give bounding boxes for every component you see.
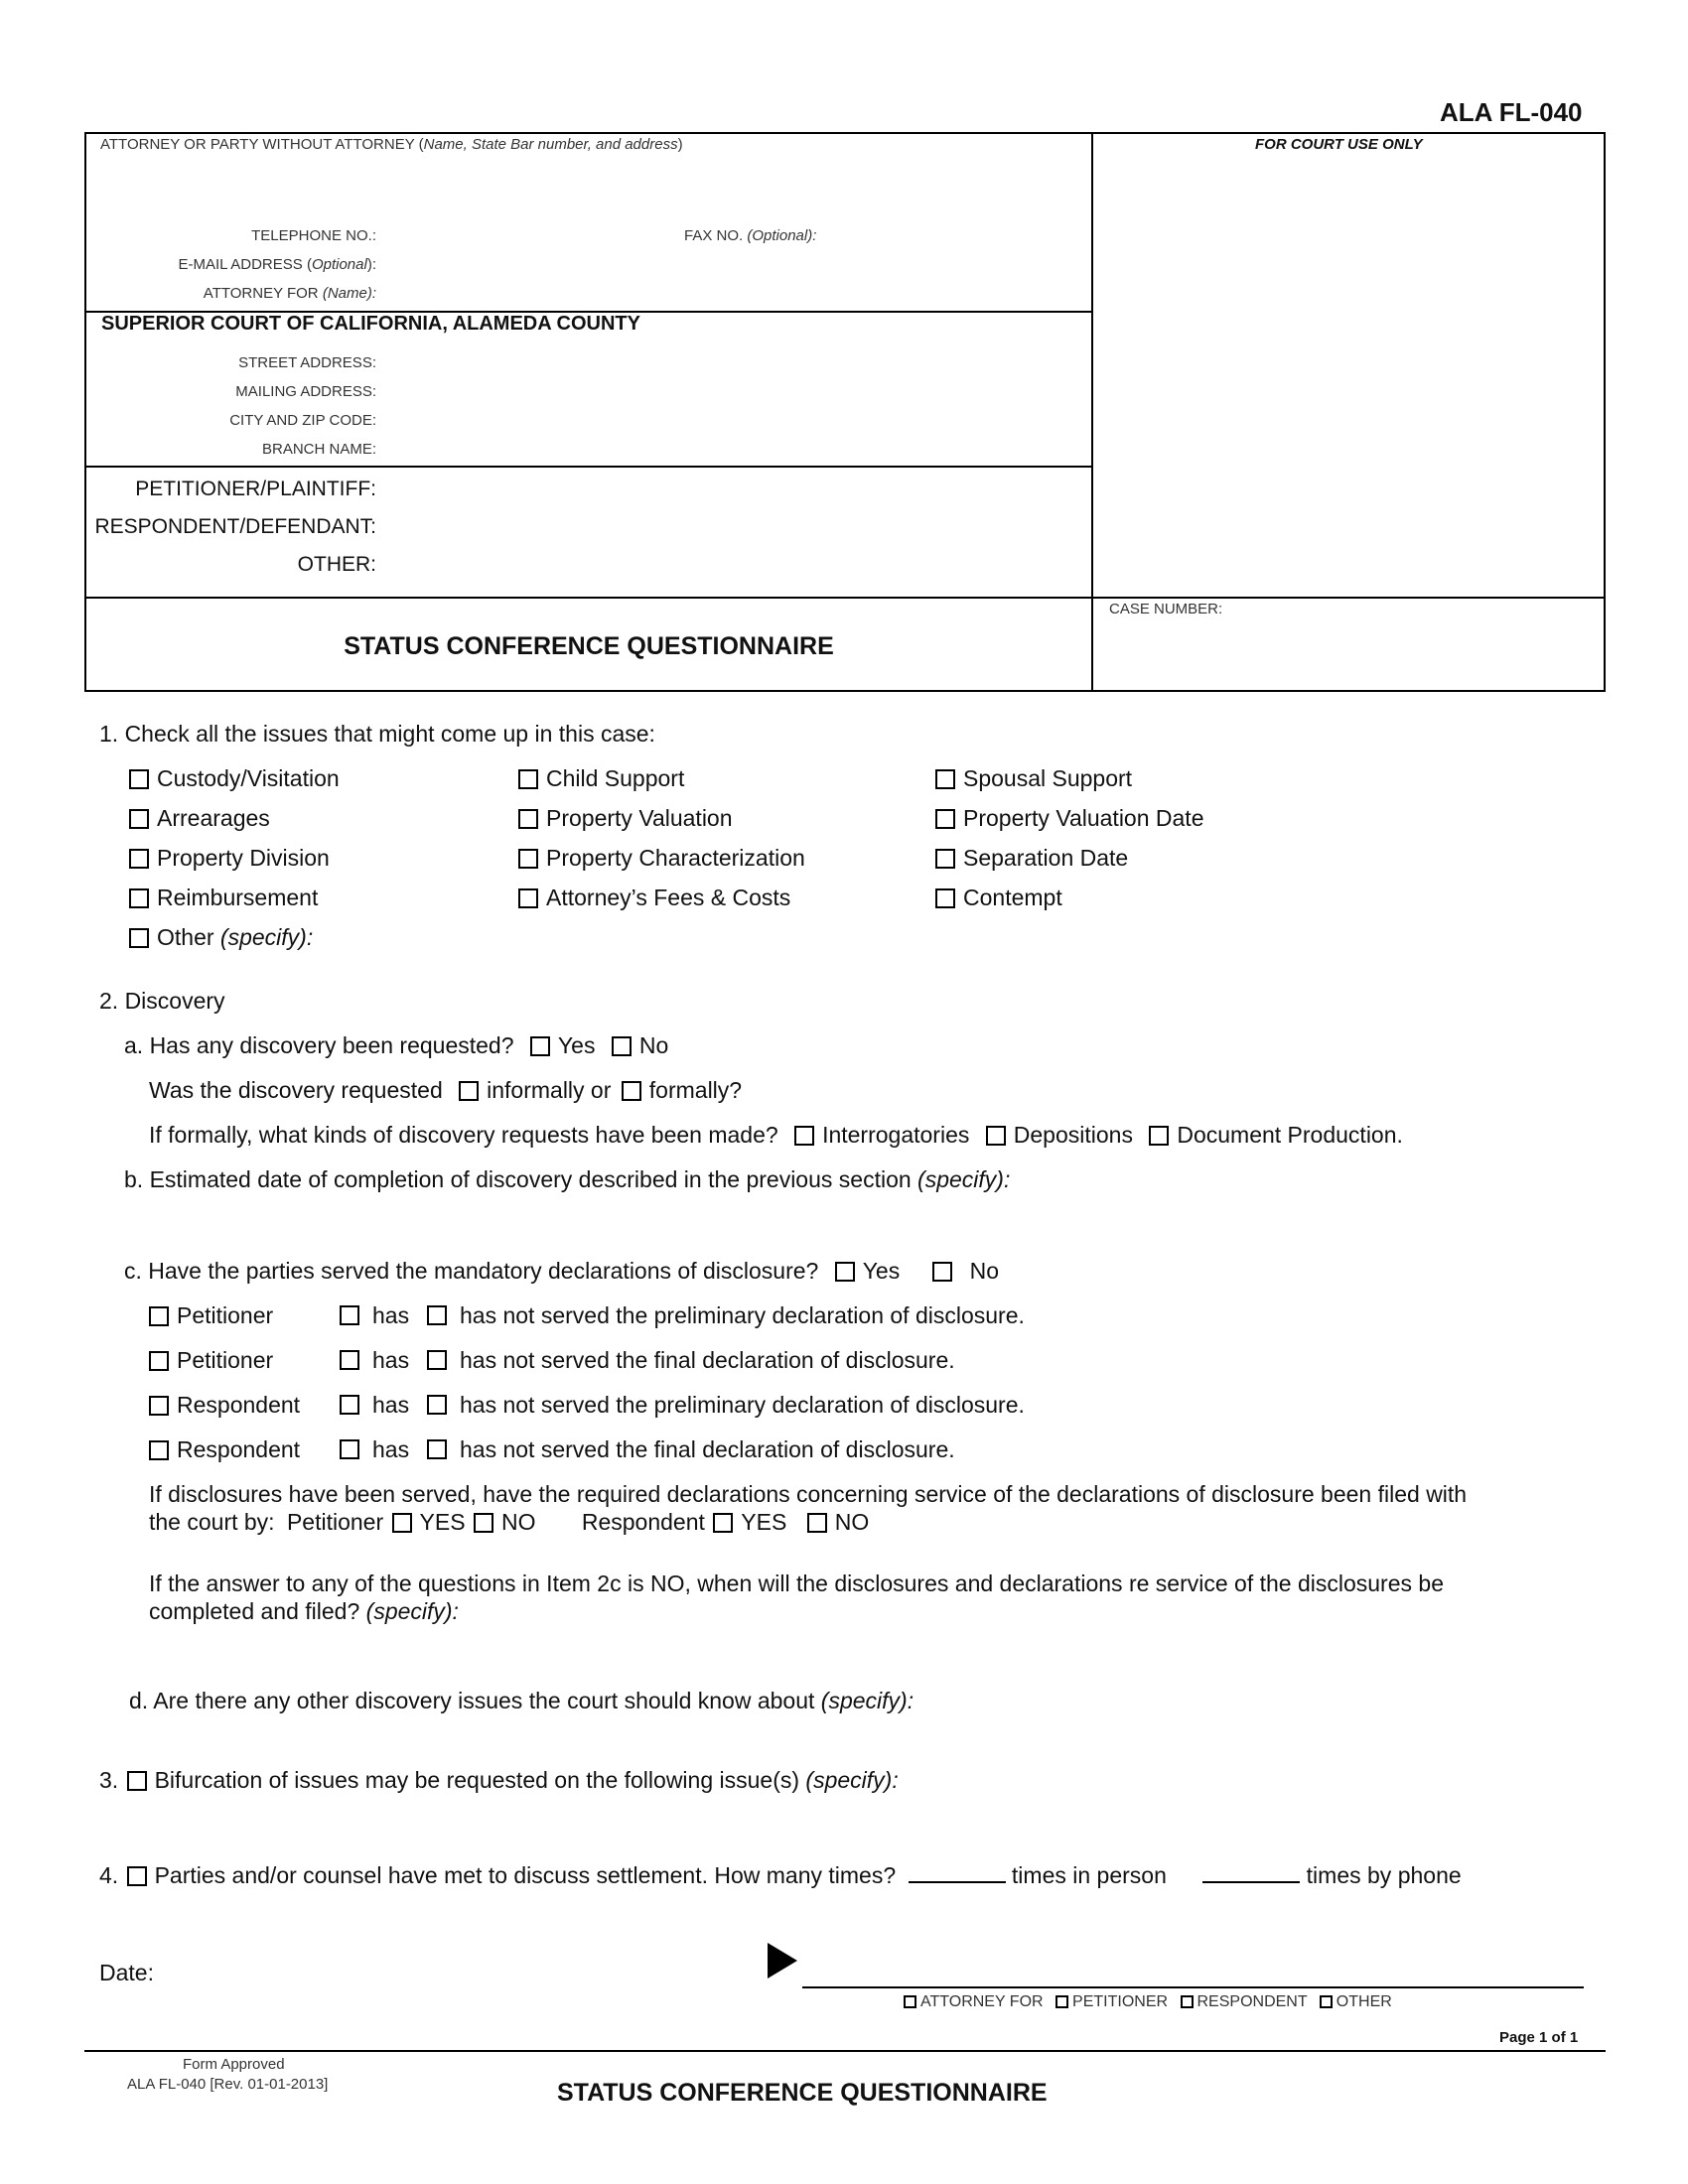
other-label: OTHER: bbox=[297, 553, 376, 576]
page-number: Page 1 of 1 bbox=[1499, 2029, 1579, 2046]
form-approved: Form Approved bbox=[183, 2056, 285, 2073]
divider-parties bbox=[86, 466, 1091, 468]
checkbox-has-not[interactable] bbox=[427, 1305, 447, 1325]
caption-box bbox=[84, 132, 1606, 692]
issue-separation-date: Separation Date bbox=[935, 845, 1128, 872]
attorney-label: ATTORNEY OR PARTY WITHOUT ATTORNEY (Name, State Bar number, and address) bbox=[100, 136, 683, 153]
checkbox-attorney-for[interactable] bbox=[904, 1995, 916, 2008]
q2b-prompt: b. Estimated date of completion of discovery described in the previous section (specify): bbox=[124, 1166, 1011, 1192]
checkbox[interactable] bbox=[518, 809, 538, 829]
q2c-answer-line2: completed and filed? (specify): bbox=[149, 1598, 459, 1624]
respondent-label: RESPONDENT/DEFENDANT: bbox=[94, 515, 376, 538]
footer-rule bbox=[84, 2050, 1606, 2052]
signature-line[interactable] bbox=[802, 1986, 1584, 1988]
issue-other: Other (specify): bbox=[129, 924, 313, 951]
date-label: Date: bbox=[99, 1960, 154, 1985]
case-number-label: CASE NUMBER: bbox=[1109, 601, 1223, 617]
q2-title: 2. Discovery bbox=[99, 988, 225, 1014]
q2c-answer-line1: If the answer to any of the questions in Item 2c is NO, when will the disclosures and declarations re service of the disclosures be bbox=[149, 1570, 1444, 1596]
issue-property-valuation: Property Valuation bbox=[518, 805, 733, 832]
form-id: ALA FL-040 bbox=[1440, 97, 1583, 127]
issue-arrearages: Arrearages bbox=[129, 805, 270, 832]
issue-contempt: Contempt bbox=[935, 885, 1062, 911]
checkbox[interactable] bbox=[129, 888, 149, 908]
checkbox-petitioner[interactable] bbox=[1055, 1995, 1068, 2008]
issue-property-division: Property Division bbox=[129, 845, 330, 872]
checkbox-respondent[interactable] bbox=[149, 1396, 169, 1416]
checkbox-yes[interactable] bbox=[835, 1262, 855, 1282]
checkbox[interactable] bbox=[518, 769, 538, 789]
signature-arrow-icon bbox=[768, 1943, 797, 1979]
telephone-label: TELEPHONE NO.: bbox=[251, 227, 376, 244]
issue-child-support: Child Support bbox=[518, 765, 684, 792]
by-phone-count-field[interactable] bbox=[1202, 1863, 1300, 1883]
q3-row: 3. Bifurcation of issues may be requested on the following issue(s) (specify): bbox=[99, 1767, 899, 1793]
issue-attorney-fees: Attorney’s Fees & Costs bbox=[518, 885, 790, 911]
signer-role-row: ATTORNEY FOR PETITIONER RESPONDENT OTHER bbox=[904, 1993, 1392, 2011]
checkbox[interactable] bbox=[518, 888, 538, 908]
checkbox-has-not[interactable] bbox=[427, 1439, 447, 1459]
checkbox-has[interactable] bbox=[340, 1439, 359, 1459]
checkbox[interactable] bbox=[129, 928, 149, 948]
attorney-for-label: ATTORNEY FOR (Name): bbox=[203, 285, 376, 302]
checkbox[interactable] bbox=[935, 888, 955, 908]
checkbox-has[interactable] bbox=[340, 1305, 359, 1325]
checkbox-interrogatories[interactable] bbox=[794, 1126, 814, 1146]
checkbox-settlement[interactable] bbox=[127, 1866, 147, 1886]
court-name: SUPERIOR COURT OF CALIFORNIA, ALAMEDA COUNTY bbox=[101, 313, 640, 335]
issue-spousal-support: Spousal Support bbox=[935, 765, 1132, 792]
q2d-prompt: d. Are there any other discovery issues the court should know about (specify): bbox=[129, 1688, 914, 1713]
issue-property-valuation-date: Property Valuation Date bbox=[935, 805, 1204, 832]
checkbox-document-production[interactable] bbox=[1149, 1126, 1169, 1146]
checkbox[interactable] bbox=[129, 809, 149, 829]
q2a-kinds-row: If formally, what kinds of discovery requests have been made? Interrogatories Depositions Document Production. bbox=[149, 1122, 1403, 1148]
q2c-filed-line1: If disclosures have been served, have the required declarations concerning service of the declarations of disclosure been filed with bbox=[149, 1481, 1468, 1507]
street-address-label: STREET ADDRESS: bbox=[238, 354, 376, 371]
checkbox-has-not[interactable] bbox=[427, 1395, 447, 1415]
checkbox[interactable] bbox=[935, 809, 955, 829]
city-zip-label: CITY AND ZIP CODE: bbox=[229, 412, 376, 429]
q2a-row: a. Has any discovery been requested? Yes No bbox=[124, 1032, 669, 1058]
mailing-address-label: MAILING ADDRESS: bbox=[235, 383, 376, 400]
q2c-pet-prelim-row: Petitioner has has not served the preliminary declaration of disclosure. bbox=[149, 1302, 273, 1329]
q2c-pet-final-row: Petitioner has has not served the final declaration of disclosure. bbox=[149, 1347, 273, 1374]
issue-reimbursement: Reimbursement bbox=[129, 885, 318, 911]
checkbox-bifurcation[interactable] bbox=[127, 1771, 147, 1791]
footer-title: STATUS CONFERENCE QUESTIONNAIRE bbox=[557, 2079, 1048, 2107]
checkbox[interactable] bbox=[935, 769, 955, 789]
checkbox-resp-no[interactable] bbox=[807, 1513, 827, 1533]
q4-row: 4. Parties and/or counsel have met to discuss settlement. How many times? times in person times by phone bbox=[99, 1862, 1462, 1888]
issue-property-characterization: Property Characterization bbox=[518, 845, 805, 872]
checkbox[interactable] bbox=[129, 769, 149, 789]
in-person-count-field[interactable] bbox=[909, 1863, 1006, 1883]
checkbox[interactable] bbox=[935, 849, 955, 869]
checkbox-petitioner[interactable] bbox=[149, 1351, 169, 1371]
checkbox-depositions[interactable] bbox=[986, 1126, 1006, 1146]
fax-label: FAX NO. (Optional): bbox=[684, 227, 817, 244]
checkbox-respondent[interactable] bbox=[1181, 1995, 1194, 2008]
q2c-resp-final-row: Respondent has has not served the final declaration of disclosure. bbox=[149, 1436, 300, 1463]
q2a-method-row: Was the discovery requested informally or formally? bbox=[149, 1077, 743, 1103]
checkbox-other[interactable] bbox=[1320, 1995, 1333, 2008]
checkbox-has[interactable] bbox=[340, 1395, 359, 1415]
checkbox-has-not[interactable] bbox=[427, 1350, 447, 1370]
checkbox-yes[interactable] bbox=[530, 1036, 550, 1056]
checkbox-pet-no[interactable] bbox=[474, 1513, 493, 1533]
q1-prompt: 1. Check all the issues that might come up in this case: bbox=[99, 721, 655, 747]
checkbox[interactable] bbox=[129, 849, 149, 869]
branch-name-label: BRANCH NAME: bbox=[261, 441, 376, 458]
court-use-label: FOR COURT USE ONLY bbox=[1255, 136, 1423, 153]
checkbox-resp-yes[interactable] bbox=[713, 1513, 733, 1533]
issue-custody: Custody/Visitation bbox=[129, 765, 340, 792]
checkbox-informally[interactable] bbox=[459, 1081, 479, 1101]
email-label: E-MAIL ADDRESS (Optional): bbox=[178, 256, 376, 273]
form-title: STATUS CONFERENCE QUESTIONNAIRE bbox=[344, 632, 834, 660]
petitioner-label: PETITIONER/PLAINTIFF: bbox=[135, 478, 376, 500]
checkbox-respondent[interactable] bbox=[149, 1440, 169, 1460]
checkbox-pet-yes[interactable] bbox=[392, 1513, 412, 1533]
q2c-resp-prelim-row: Respondent has has not served the preliminary declaration of disclosure. bbox=[149, 1392, 300, 1419]
checkbox-has[interactable] bbox=[340, 1350, 359, 1370]
q2c-filed-line2: the court by: Petitioner YES NO Respondent YES NO bbox=[149, 1509, 870, 1535]
vertical-divider bbox=[1091, 134, 1093, 690]
divider-title bbox=[86, 597, 1604, 599]
q2c-row: c. Have the parties served the mandatory declarations of disclosure? Yes No bbox=[124, 1258, 1000, 1284]
checkbox-formally[interactable] bbox=[622, 1081, 641, 1101]
checkbox-petitioner[interactable] bbox=[149, 1306, 169, 1326]
checkbox-no[interactable] bbox=[612, 1036, 632, 1056]
checkbox-no[interactable] bbox=[932, 1262, 952, 1282]
form-revision: ALA FL-040 [Rev. 01-01-2013] bbox=[127, 2076, 329, 2093]
checkbox[interactable] bbox=[518, 849, 538, 869]
